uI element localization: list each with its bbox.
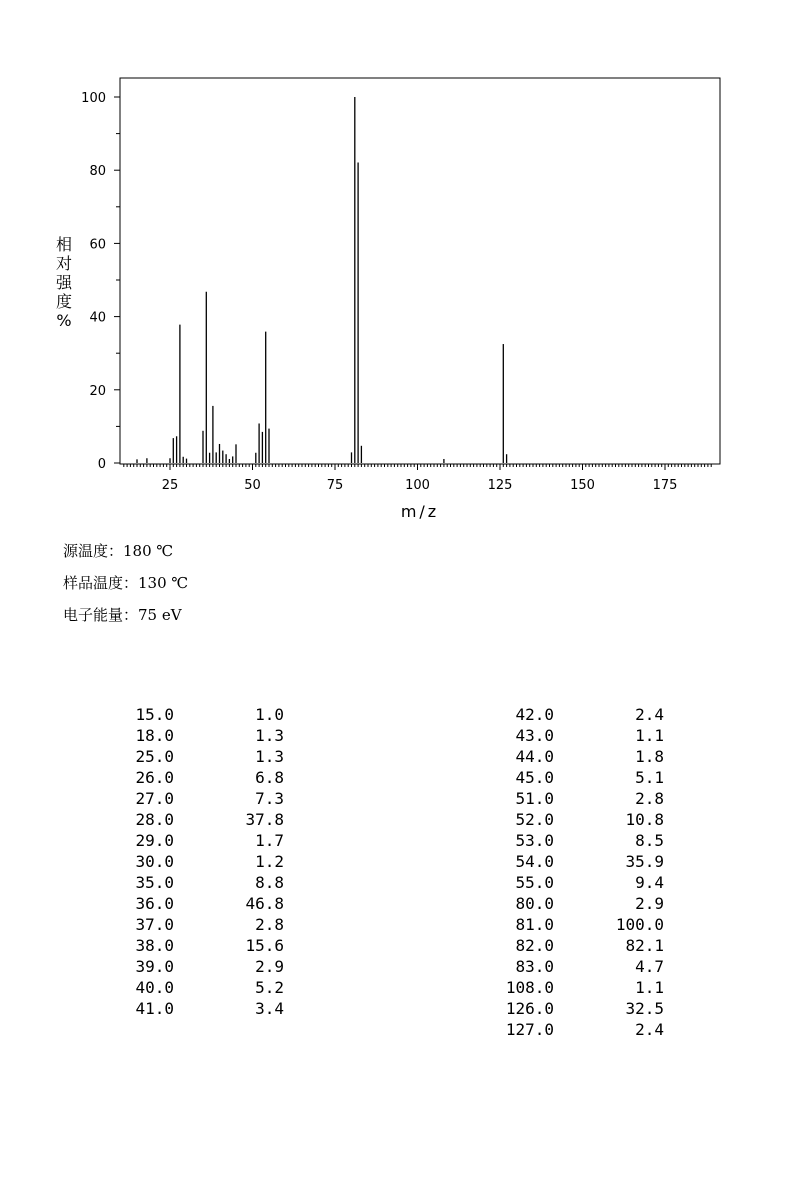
source-temperature: 源温度：180 ℃ xyxy=(63,542,174,560)
peak-abundance: 100.0 xyxy=(615,915,664,934)
peak-mz: 82.0 xyxy=(515,936,554,955)
peak-table-row xyxy=(110,746,284,767)
peak-mz: 38.0 xyxy=(135,936,174,955)
y-axis xyxy=(81,91,120,472)
peak-abundance: 2.9 xyxy=(635,894,664,913)
peak-abundance: 3.4 xyxy=(255,999,284,1018)
peak-mz: 26.0 xyxy=(135,768,174,787)
peak-table-row xyxy=(490,977,664,998)
x-tick-label: 125 xyxy=(487,478,513,493)
peak-abundance: 1.2 xyxy=(255,852,284,871)
peak-table-row xyxy=(490,788,664,809)
peak-abundance: 8.5 xyxy=(635,831,664,850)
peak-mz: 41.0 xyxy=(135,999,174,1018)
peak-mz: 55.0 xyxy=(515,873,554,892)
peak-table-row xyxy=(490,851,664,872)
peak-mz: 30.0 xyxy=(135,852,174,871)
peak-table-row xyxy=(110,830,284,851)
measurement-conditions xyxy=(63,540,188,636)
sample-temperature: 样品温度：130 ℃ xyxy=(63,574,189,592)
peak-table-right xyxy=(490,704,664,1040)
peak-abundance: 5.2 xyxy=(255,978,284,997)
peak-abundance: 1.1 xyxy=(635,726,664,745)
peak-table-row xyxy=(110,998,284,1019)
peak-abundance: 35.9 xyxy=(625,852,664,871)
peak-table-row xyxy=(490,893,664,914)
x-tick-label: 100 xyxy=(405,478,430,493)
peak-abundance: 2.4 xyxy=(635,705,664,724)
peak-mz: 81.0 xyxy=(515,915,554,934)
x-tick-label: 75 xyxy=(326,478,344,493)
peak-mz: 25.0 xyxy=(135,747,174,766)
peak-mz: 80.0 xyxy=(515,894,554,913)
peak-table-row xyxy=(490,809,664,830)
peak-table-row xyxy=(110,914,284,935)
peak-mz: 43.0 xyxy=(515,726,554,745)
y-axis-label-char: 相 xyxy=(55,235,73,254)
peak-mz: 37.0 xyxy=(135,915,174,934)
peak-abundance: 15.6 xyxy=(245,936,284,955)
peak-table-row xyxy=(490,914,664,935)
x-tick-label: 25 xyxy=(161,478,179,493)
peak-mz: 42.0 xyxy=(515,705,554,724)
peak-abundance: 46.8 xyxy=(245,894,284,913)
x-tick-label: 175 xyxy=(652,478,678,493)
peak-abundance: 1.3 xyxy=(255,747,284,766)
peak-abundance: 5.1 xyxy=(635,768,664,787)
peak-table-row xyxy=(490,725,664,746)
spectrum-peaks xyxy=(137,97,507,463)
peak-table-row xyxy=(490,746,664,767)
peak-abundance: 7.3 xyxy=(255,789,284,808)
peak-table-row xyxy=(110,977,284,998)
y-tick-label: 60 xyxy=(89,237,106,253)
peak-mz: 127.0 xyxy=(505,1020,554,1039)
peak-abundance: 6.8 xyxy=(255,768,284,787)
peak-table-row xyxy=(110,872,284,893)
peak-mz: 45.0 xyxy=(515,768,554,787)
peak-abundance: 2.4 xyxy=(635,1020,664,1039)
peak-abundance: 37.8 xyxy=(245,810,284,829)
peak-table-row xyxy=(110,725,284,746)
peak-mz: 44.0 xyxy=(515,747,554,766)
peak-table-row xyxy=(490,704,664,725)
peak-mz: 15.0 xyxy=(135,705,174,724)
peak-abundance: 82.1 xyxy=(625,936,664,955)
peak-table-row xyxy=(490,872,664,893)
peak-table-row xyxy=(110,893,284,914)
peak-abundance: 1.0 xyxy=(255,705,284,724)
y-axis-label-char: % xyxy=(56,311,72,330)
mass-spectrum-chart xyxy=(0,0,794,530)
peak-mz: 18.0 xyxy=(135,726,174,745)
peak-table-row xyxy=(110,809,284,830)
peak-abundance: 1.3 xyxy=(255,726,284,745)
peak-table-row xyxy=(110,935,284,956)
peak-table-row xyxy=(110,851,284,872)
peak-abundance: 2.8 xyxy=(635,789,664,808)
peak-table-row xyxy=(110,704,284,725)
peak-abundance: 2.9 xyxy=(255,957,284,976)
peak-abundance: 10.8 xyxy=(625,810,664,829)
peak-mz: 83.0 xyxy=(515,957,554,976)
y-axis-label-char: 对 xyxy=(55,254,73,273)
peak-table-row xyxy=(490,830,664,851)
y-tick-label: 40 xyxy=(89,310,106,326)
x-tick-label: 50 xyxy=(244,478,261,493)
peak-abundance: 32.5 xyxy=(625,999,664,1018)
y-axis-label-char: 度 xyxy=(55,292,73,311)
x-tick-label: 150 xyxy=(570,478,595,493)
y-axis-label-char: 强 xyxy=(55,273,73,292)
peak-abundance: 1.1 xyxy=(635,978,664,997)
peak-table-row xyxy=(110,956,284,977)
peak-mz: 51.0 xyxy=(515,789,554,808)
y-tick-label: 80 xyxy=(89,164,106,180)
y-tick-label: 0 xyxy=(97,457,106,472)
peak-mz: 53.0 xyxy=(515,831,554,850)
y-tick-label: 20 xyxy=(89,383,106,399)
peak-mz: 126.0 xyxy=(505,999,554,1018)
x-axis xyxy=(124,464,711,493)
y-axis-label xyxy=(56,235,73,330)
peak-mz: 108.0 xyxy=(505,978,554,997)
peak-mz: 27.0 xyxy=(135,789,174,808)
peak-abundance: 9.4 xyxy=(635,873,664,892)
peak-mz: 35.0 xyxy=(135,873,174,892)
peak-table-row xyxy=(490,956,664,977)
peak-abundance: 2.8 xyxy=(255,915,284,934)
peak-table-row xyxy=(110,788,284,809)
peak-mz: 29.0 xyxy=(135,831,174,850)
x-axis-label: m/z xyxy=(400,502,440,521)
peak-mz: 36.0 xyxy=(135,894,174,913)
peak-abundance: 1.7 xyxy=(255,831,284,850)
peak-table-row xyxy=(490,998,664,1019)
peak-abundance: 4.7 xyxy=(635,957,664,976)
peak-abundance: 8.8 xyxy=(255,873,284,892)
plot-frame xyxy=(120,78,720,464)
peak-mz: 28.0 xyxy=(135,810,174,829)
y-tick-label: 100 xyxy=(81,91,106,106)
peak-table-left xyxy=(110,704,284,1019)
peak-abundance: 1.8 xyxy=(635,747,664,766)
peak-mz: 52.0 xyxy=(515,810,554,829)
peak-mz: 40.0 xyxy=(135,978,174,997)
peak-table-row xyxy=(490,935,664,956)
peak-table-row xyxy=(490,1019,664,1040)
peak-table-row xyxy=(490,767,664,788)
electron-energy: 电子能量：75 eV xyxy=(63,606,182,624)
peak-mz: 54.0 xyxy=(515,852,554,871)
peak-mz: 39.0 xyxy=(135,957,174,976)
peak-table-row xyxy=(110,767,284,788)
